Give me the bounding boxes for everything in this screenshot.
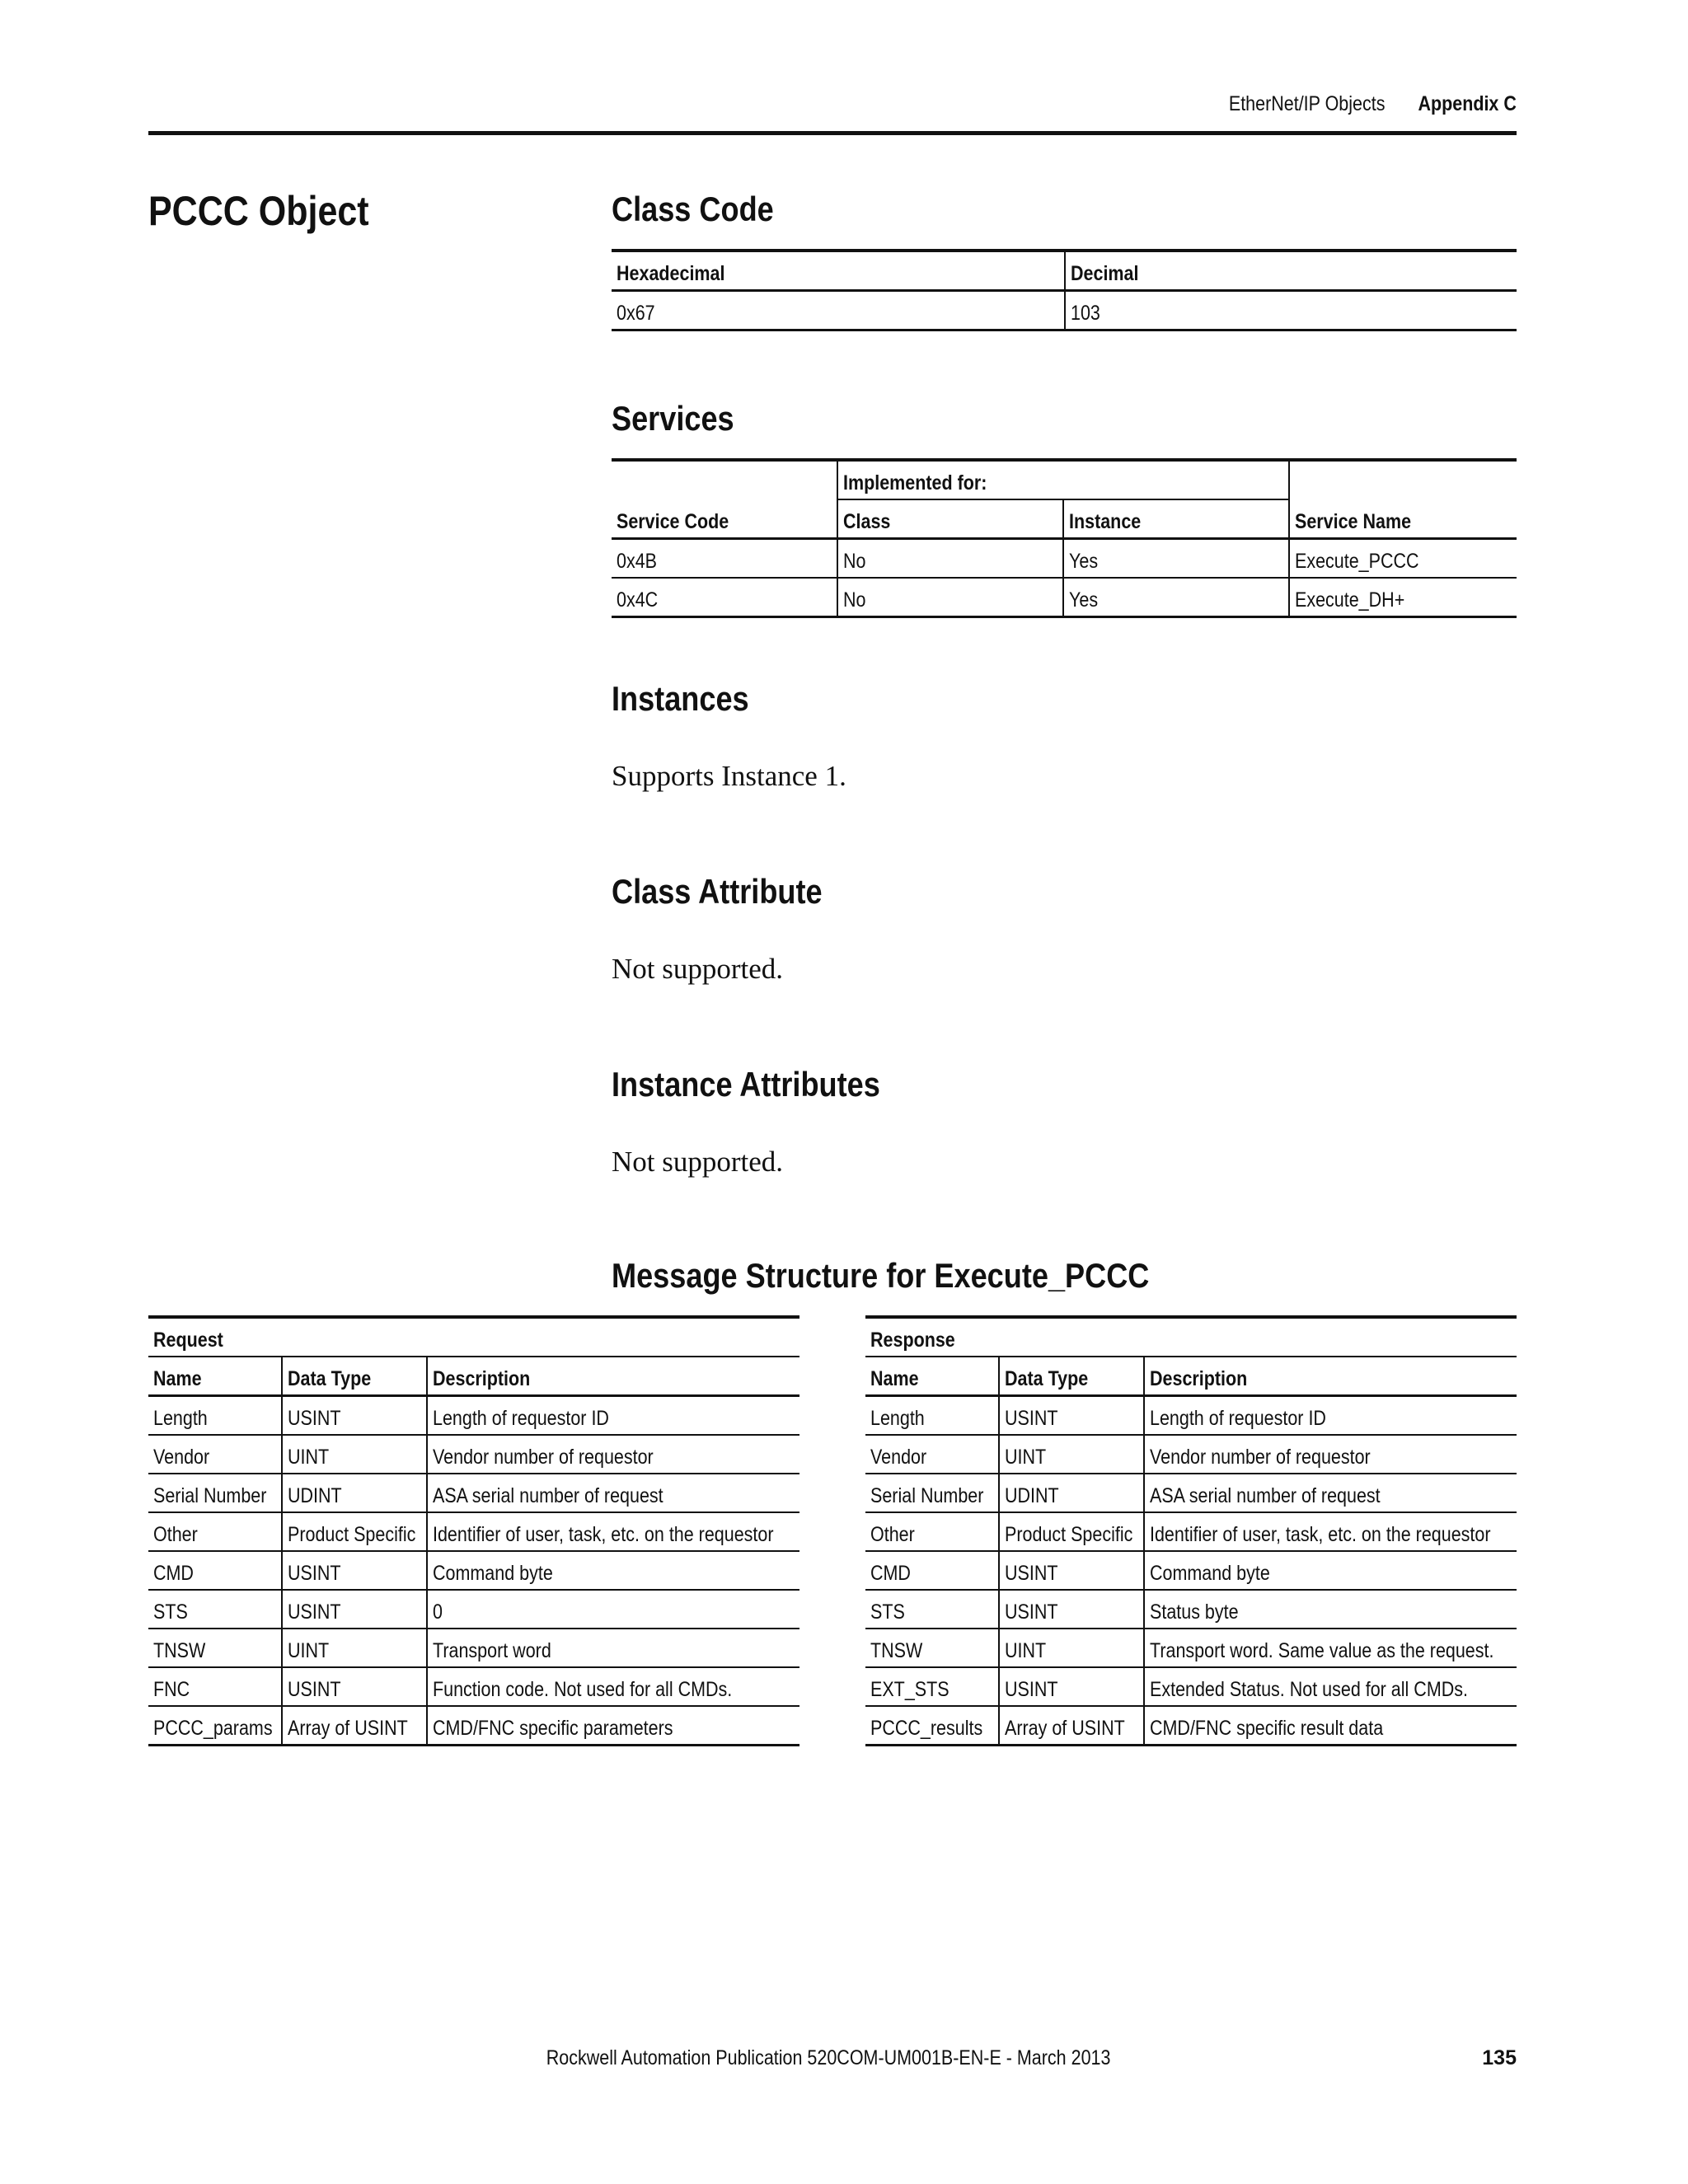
column-header: Description	[1144, 1357, 1517, 1396]
table-cell: STS	[865, 1590, 999, 1629]
column-header: Service Code	[612, 460, 837, 539]
table-cell: 0	[427, 1590, 799, 1629]
response-rows	[865, 1396, 1517, 1746]
table-cell: USINT	[282, 1590, 427, 1629]
instances-heading: Instances	[612, 679, 749, 718]
table-cell: UINT	[282, 1435, 427, 1474]
table-cell: Command byte	[1144, 1551, 1517, 1590]
table-cell: 103	[1065, 291, 1517, 330]
column-header: Decimal	[1065, 251, 1517, 291]
table-row	[865, 1629, 1517, 1667]
table-cell: Serial Number	[865, 1474, 999, 1512]
table-row	[148, 1512, 799, 1551]
class-attribute-heading: Class Attribute	[612, 872, 823, 911]
table-cell: Yes	[1063, 578, 1289, 617]
table-cell: 0x4C	[612, 578, 837, 617]
table-cell: Extended Status. Not used for all CMDs.	[1144, 1667, 1517, 1706]
table-cell: Identifier of user, task, etc. on the requestor	[427, 1512, 799, 1551]
table-cell: USINT	[282, 1551, 427, 1590]
table-row	[148, 1667, 799, 1706]
table-cell: UINT	[999, 1629, 1144, 1667]
table-row	[865, 1474, 1517, 1512]
table-title-row	[865, 1317, 1517, 1357]
table-row	[612, 578, 1517, 617]
table-cell: Vendor number of requestor	[1144, 1435, 1517, 1474]
header-appendix: Appendix C	[1418, 92, 1517, 115]
table-cell: UINT	[999, 1435, 1144, 1474]
table-row	[148, 1629, 799, 1667]
table-row	[865, 1590, 1517, 1629]
table-cell: EXT_STS	[865, 1667, 999, 1706]
table-cell: Transport word. Same value as the request.	[1144, 1629, 1517, 1667]
table-row	[865, 1512, 1517, 1551]
page-number: 135	[1482, 2046, 1517, 2069]
table-row	[148, 1396, 799, 1436]
response-title: Response	[865, 1317, 1517, 1357]
table-cell: Length of requestor ID	[427, 1396, 799, 1436]
table-header-row	[612, 251, 1517, 291]
table-cell: TNSW	[865, 1629, 999, 1667]
table-cell: Serial Number	[148, 1474, 282, 1512]
table-cell: CMD/FNC specific result data	[1144, 1706, 1517, 1746]
table-cell: USINT	[999, 1396, 1144, 1436]
instance-attributes-text: Not supported.	[612, 1146, 784, 1178]
table-cell: TNSW	[148, 1629, 282, 1667]
column-header: Hexadecimal	[612, 251, 1065, 291]
table-cell: Length of requestor ID	[1144, 1396, 1517, 1436]
table-cell: STS	[148, 1590, 282, 1629]
table-cell: Function code. Not used for all CMDs.	[427, 1667, 799, 1706]
table-row	[865, 1667, 1517, 1706]
table-cell: FNC	[148, 1667, 282, 1706]
table-cell: Length	[148, 1396, 282, 1436]
table-cell: Other	[865, 1512, 999, 1551]
table-cell: Command byte	[427, 1551, 799, 1590]
table-cell: UDINT	[999, 1474, 1144, 1512]
table-cell: Vendor	[865, 1435, 999, 1474]
table-cell: Length	[865, 1396, 999, 1436]
header-section: EtherNet/IP Objects	[1228, 92, 1385, 115]
table-cell: CMD	[148, 1551, 282, 1590]
table-cell: PCCC_results	[865, 1706, 999, 1746]
footer-publication: Rockwell Automation Publication 520COM-UM001B-EN-E - March 2013	[546, 2046, 1111, 2069]
table-cell: Vendor	[148, 1435, 282, 1474]
table-cell: Status byte	[1144, 1590, 1517, 1629]
column-header: Name	[865, 1357, 999, 1396]
column-header: Class	[837, 499, 1063, 539]
table-row	[865, 1435, 1517, 1474]
table-cell: Array of USINT	[282, 1706, 427, 1746]
table-cell: PCCC_params	[148, 1706, 282, 1746]
table-cell: CMD	[865, 1551, 999, 1590]
table-cell: Execute_DH+	[1289, 578, 1517, 617]
table-cell: No	[837, 539, 1063, 579]
table-row	[865, 1551, 1517, 1590]
table-cell: ASA serial number of request	[427, 1474, 799, 1512]
table-row	[148, 1706, 799, 1746]
column-header: Name	[148, 1357, 282, 1396]
column-header: Description	[427, 1357, 799, 1396]
table-row	[612, 539, 1517, 579]
table-header-row	[865, 1357, 1517, 1396]
table-cell: ASA serial number of request	[1144, 1474, 1517, 1512]
table-cell: Other	[148, 1512, 282, 1551]
request-table	[148, 1315, 799, 1746]
table-cell: Execute_PCCC	[1289, 539, 1517, 579]
request-title: Request	[148, 1317, 799, 1357]
table-row	[148, 1474, 799, 1512]
message-structure-heading: Message Structure for Execute_PCCC	[612, 1256, 1150, 1295]
table-cell: USINT	[999, 1551, 1144, 1590]
table-cell: UDINT	[282, 1474, 427, 1512]
class-code-table	[612, 249, 1517, 331]
table-cell: UINT	[282, 1629, 427, 1667]
table-cell: CMD/FNC specific parameters	[427, 1706, 799, 1746]
table-cell: No	[837, 578, 1063, 617]
column-header: Data Type	[999, 1357, 1144, 1396]
column-header: Data Type	[282, 1357, 427, 1396]
table-cell: Array of USINT	[999, 1706, 1144, 1746]
page-title: PCCC Object	[148, 188, 369, 234]
class-code-heading: Class Code	[612, 190, 774, 228]
table-cell: Yes	[1063, 539, 1289, 579]
table-cell: Product Specific	[999, 1512, 1144, 1551]
response-table	[865, 1315, 1517, 1746]
table-row	[148, 1435, 799, 1474]
table-row	[612, 291, 1517, 330]
table-cell: USINT	[282, 1396, 427, 1436]
table-cell: Vendor number of requestor	[427, 1435, 799, 1474]
table-title-row	[148, 1317, 799, 1357]
table-cell: USINT	[999, 1667, 1144, 1706]
running-header	[148, 92, 1517, 127]
table-header-row	[148, 1357, 799, 1396]
table-row	[865, 1706, 1517, 1746]
table-cell: Transport word	[427, 1629, 799, 1667]
table-cell: USINT	[999, 1590, 1144, 1629]
table-row	[148, 1590, 799, 1629]
header-rule	[148, 131, 1517, 135]
table-cell: 0x4B	[612, 539, 837, 579]
table-cell: USINT	[282, 1667, 427, 1706]
table-row	[148, 1551, 799, 1590]
table-cell: Identifier of user, task, etc. on the requestor	[1144, 1512, 1517, 1551]
column-header: Instance	[1063, 499, 1289, 539]
class-attribute-text: Not supported.	[612, 953, 784, 985]
table-header-row	[612, 460, 1517, 499]
services-heading: Services	[612, 399, 734, 438]
table-row	[865, 1396, 1517, 1436]
services-table	[612, 458, 1517, 618]
instance-attributes-heading: Instance Attributes	[612, 1065, 880, 1104]
column-header: Service Name	[1289, 460, 1517, 539]
instances-text: Supports Instance 1.	[612, 760, 846, 792]
request-rows	[148, 1396, 799, 1746]
table-cell: Product Specific	[282, 1512, 427, 1551]
group-header: Implemented for:	[837, 460, 1289, 499]
table-cell: 0x67	[612, 291, 1065, 330]
